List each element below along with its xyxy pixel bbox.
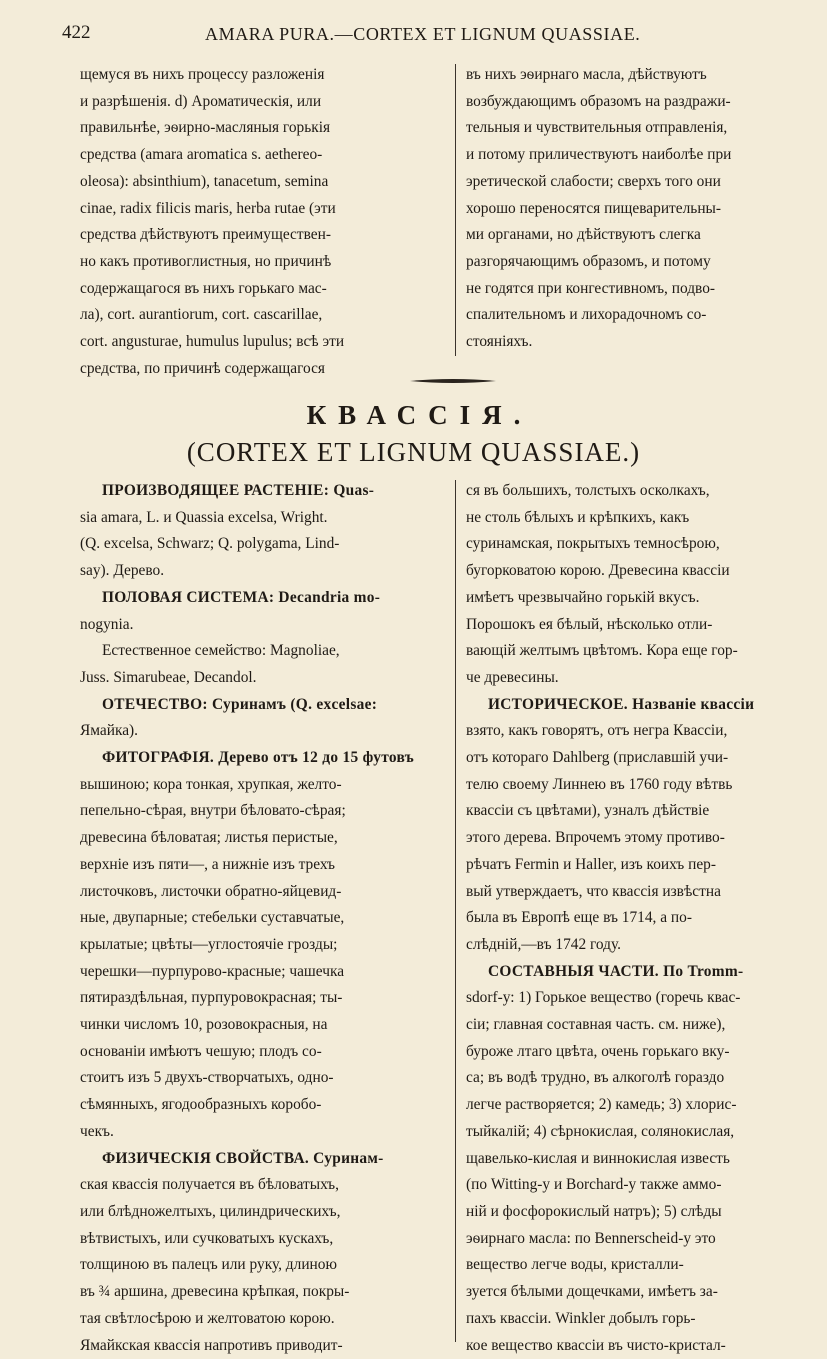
text-line: пятираздѣльная, пурпуровокрасная; ты- <box>80 985 446 1012</box>
text-line: взято, какъ говорятъ, отъ негра Квассіи, <box>466 718 824 745</box>
text-line: но какъ противоглистныя, но причинѣ <box>80 249 446 276</box>
text-line: вѣтвистыхъ, или сучковатыхъ кускахъ, <box>80 1226 446 1253</box>
text-line: ИСТОРИЧЕСКОЕ. Названіе квассіи <box>466 692 824 719</box>
bottom-left-column <box>80 478 446 1359</box>
text-line: Естественное семейство: Magnoliae, <box>80 638 446 665</box>
text-line: sia amara, L. и Quassia excelsa, Wright. <box>80 505 446 532</box>
text-line: ные, двупарные; стебельки суставчатые, <box>80 905 446 932</box>
text-line: суринамская, покрытыхъ темносѣрою, <box>466 531 824 558</box>
text-line: щемуся въ нихъ процессу разложенія <box>80 62 446 89</box>
text-line: или блѣдножелтыхъ, цилиндрическихъ, <box>80 1199 446 1226</box>
text-line: щавелько-кислая и виннокислая известь <box>466 1146 824 1173</box>
text-line: эѳирнаго масла: по Bennerscheid-у это <box>466 1226 824 1253</box>
text-line: Ямайкская квассія напротивъ приводит- <box>80 1333 446 1359</box>
text-line: Ямайка). <box>80 718 446 745</box>
text-line: say). Дерево. <box>80 558 446 585</box>
text-line: не годятся при конгестивномъ, подво- <box>466 276 824 303</box>
text-line: (Q. excelsa, Schwarz; Q. polygama, Lind- <box>80 531 446 558</box>
column-divider-bottom <box>455 480 456 1342</box>
text-line: вышиною; кора тонкая, хрупкая, желто- <box>80 772 446 799</box>
section-title: КВАССІЯ. <box>0 400 827 431</box>
text-line: рѣчатъ Fermin и Haller, изъ коихъ пер- <box>466 852 824 879</box>
text-line: отъ котораго Dahlberg (приславшій учи- <box>466 745 824 772</box>
text-line: пепельно-сѣрая, внутри бѣловато-сѣрая; <box>80 798 446 825</box>
text-line: разгорячающимъ образомъ, и потому <box>466 249 824 276</box>
text-line: и разрѣшенія. d) Ароматическія, или <box>80 89 446 116</box>
text-line: древесина бѣловатая; листья перистые, <box>80 825 446 852</box>
text-line: правильнѣе, эѳирно-масляныя горькія <box>80 115 446 142</box>
text-line: бугорковатою корою. Древесина квассіи <box>466 558 824 585</box>
text-line: cort. angusturae, humulus lupulus; всѣ эти <box>80 329 446 356</box>
text-line: возбуждающимъ образомъ на раздражи- <box>466 89 824 116</box>
text-line: средства, по причинѣ содержащагося <box>80 356 446 383</box>
text-line: сѣмянныхъ, ягодообразныхъ коробо- <box>80 1092 446 1119</box>
page-header <box>62 22 807 50</box>
text-line: вещество легче воды, кристалли- <box>466 1252 824 1279</box>
text-line: сіи; главная составная часть. см. ниже), <box>466 1012 824 1039</box>
text-line: чинки числомъ 10, розовокрасныя, на <box>80 1012 446 1039</box>
text-line: въ ¾ аршина, древесина крѣпкая, покры- <box>80 1279 446 1306</box>
text-line: средства дѣйствуютъ преимуществен- <box>80 222 446 249</box>
text-line: толщиною въ палецъ или руку, длиною <box>80 1252 446 1279</box>
text-line: имѣетъ чрезвычайно горькій вкусъ. <box>466 585 824 612</box>
top-left-column <box>80 62 446 382</box>
text-line: са; въ водѣ трудно, въ алкоголѣ гораздо <box>466 1065 824 1092</box>
text-line: вый утверждаетъ, что квассія извѣстна <box>466 879 824 906</box>
text-line: крылатые; цвѣты—углостоячіе грозды; <box>80 932 446 959</box>
text-line: черешки—пурпурово-красные; чашечка <box>80 959 446 986</box>
text-line: ФИЗИЧЕСКІЯ СВОЙСТВА. Суринам- <box>80 1146 446 1173</box>
text-line: содержащагося въ нихъ горькаго мас- <box>80 276 446 303</box>
text-line: не столь бѣлыхъ и крѣпкихъ, какъ <box>466 505 824 532</box>
column-divider-top <box>455 64 456 356</box>
text-line: ла), cort. aurantiorum, cort. cascarillae, <box>80 302 446 329</box>
text-line: пахъ квассіи. Winkler добылъ горь- <box>466 1306 824 1333</box>
text-line: этого дерева. Впрочемъ этому противо- <box>466 825 824 852</box>
text-line: ПОЛОВАЯ СИСТЕМА: Decandria mo- <box>80 585 446 612</box>
text-line: ми органами, но дѣйствуютъ слегка <box>466 222 824 249</box>
text-line: ПРОИЗВОДЯЩЕЕ РАСТЕНІЕ: Quas- <box>80 478 446 505</box>
text-line: тельныя и чувствительныя отправленія, <box>466 115 824 142</box>
text-line: ній и фосфорокислый натръ); 5) слѣды <box>466 1199 824 1226</box>
text-line: легче растворяется; 2) камедь; 3) хлорис- <box>466 1092 824 1119</box>
text-line: хорошо переносятся пищеварительны- <box>466 196 824 223</box>
text-line: въ нихъ эѳирнаго масла, дѣйствуютъ <box>466 62 824 89</box>
text-line: эретической слабости; сверхъ того они <box>466 169 824 196</box>
text-line: стояніяхъ. <box>466 329 824 356</box>
text-line: основаніи имѣютъ чешую; плодъ со- <box>80 1039 446 1066</box>
section-ornament <box>410 377 496 385</box>
text-line: зуется бѣлыми дощечками, имѣетъ за- <box>466 1279 824 1306</box>
text-line: че древесины. <box>466 665 824 692</box>
text-line: верхніе изъ пяти—, а нижніе изъ трехъ <box>80 852 446 879</box>
text-line: ОТЕЧЕСТВО: Суринамъ (Q. excelsae: <box>80 692 446 719</box>
text-line: кое вещество квассіи въ чисто-кристал- <box>466 1333 824 1359</box>
text-line: тыйкалій; 4) сѣрнокислая, солянокислая, <box>466 1119 824 1146</box>
text-line: Порошокъ ея бѣлый, нѣсколько отли- <box>466 612 824 639</box>
text-line: nogynia. <box>80 612 446 639</box>
text-line: oleosa): absinthium), tanacetum, semina <box>80 169 446 196</box>
text-line: cinae, radix filicis maris, herba rutae (эти <box>80 196 446 223</box>
text-line: ская квассія получается въ бѣловатыхъ, <box>80 1172 446 1199</box>
text-line: стоитъ изъ 5 двухъ-створчатыхъ, одно- <box>80 1065 446 1092</box>
text-line: листочковъ, листочки обратно-яйцевид- <box>80 879 446 906</box>
text-line: тая свѣтлосѣрою и желтоватою корою. <box>80 1306 446 1333</box>
section-subtitle: (CORTEX ET LIGNUM QUASSIAE.) <box>0 437 827 468</box>
text-line: ся въ большихъ, толстыхъ осколкахъ, <box>466 478 824 505</box>
text-line: Juss. Simarubeae, Decandol. <box>80 665 446 692</box>
text-line: была въ Европѣ еще въ 1714, а по- <box>466 905 824 932</box>
text-line: СОСТАВНЫЯ ЧАСТИ. По Tromm- <box>466 959 824 986</box>
text-line: (по Witting-у и Borchard-у также аммо- <box>466 1172 824 1199</box>
text-line: буроже лтаго цвѣта, очень горькаго вку- <box>466 1039 824 1066</box>
top-right-column <box>466 62 824 356</box>
text-line: sdorf-у: 1) Горькое вещество (горечь квас- <box>466 985 824 1012</box>
text-line: ФИТОГРАФІЯ. Дерево отъ 12 до 15 футовъ <box>80 745 446 772</box>
text-line: спалительномъ и лихорадочномъ со- <box>466 302 824 329</box>
text-line: чекъ. <box>80 1119 446 1146</box>
text-line: и потому приличествуютъ наиболѣе при <box>466 142 824 169</box>
page-number: 422 <box>62 22 91 44</box>
text-line: вающій желтымъ цвѣтомъ. Кора еще гор- <box>466 638 824 665</box>
text-line: квассіи съ цвѣтами), узналъ дѣйствіе <box>466 798 824 825</box>
bottom-right-column <box>466 478 824 1359</box>
text-line: телю своему Линнею въ 1760 году вѣтвь <box>466 772 824 799</box>
text-line: средства (amara aromatica s. aethereo- <box>80 142 446 169</box>
text-line: слѣдній,—въ 1742 году. <box>466 932 824 959</box>
running-title: AMARA PURA.—CORTEX ET LIGNUM QUASSIAE. <box>205 24 640 45</box>
